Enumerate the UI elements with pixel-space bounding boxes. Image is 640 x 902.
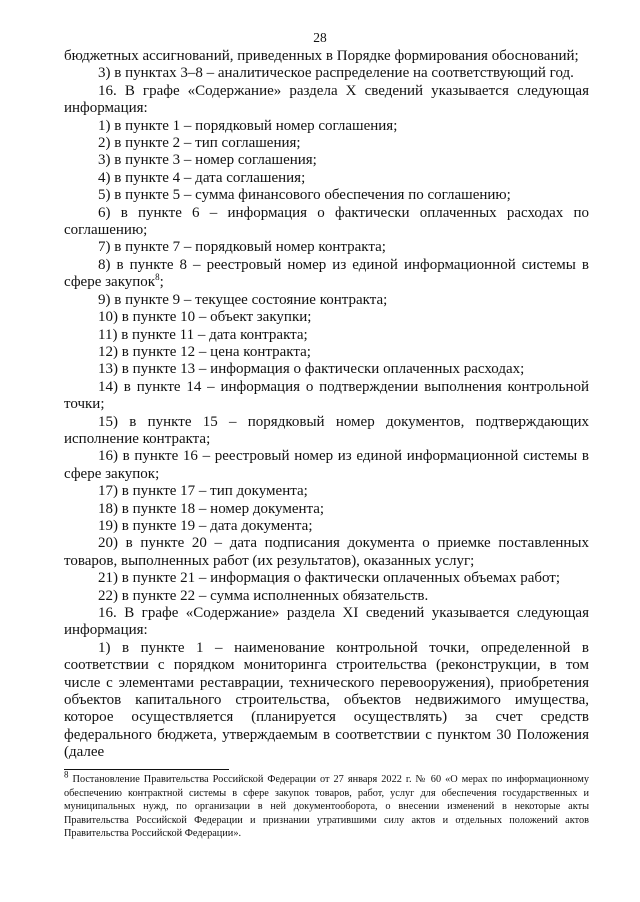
paragraph-text: 12) в пункте 12 – цена контракта; <box>98 343 311 360</box>
body-text <box>64 48 589 762</box>
paragraph <box>64 483 589 500</box>
paragraph <box>64 239 589 256</box>
paragraph-text: 3) в пунктах 3–8 – аналитическое распределение на соответствующий год. <box>98 65 574 82</box>
paragraph-text: 10) в пункте 10 – объект закупки; <box>98 309 312 326</box>
paragraph-text: 4) в пункте 4 – дата соглашения; <box>98 169 306 186</box>
paragraph-text: 2) в пункте 2 – тип соглашения; <box>98 135 301 152</box>
page-number: 28 <box>313 30 327 45</box>
paragraph-text: 22) в пункте 22 – сумма исполненных обязательств. <box>98 587 429 604</box>
paragraph-text: 9) в пункте 9 – текущее состояние контракта; <box>98 291 388 308</box>
paragraph <box>64 48 589 65</box>
paragraph <box>64 309 589 326</box>
paragraph <box>64 518 589 535</box>
paragraph <box>64 257 589 292</box>
paragraph-text: 19) в пункте 19 – дата документа; <box>98 517 313 534</box>
paragraph <box>64 65 589 82</box>
paragraph <box>64 187 589 204</box>
paragraph-text: 13) в пункте 13 – информация о фактически оплаченных расходах; <box>98 361 525 378</box>
paragraph <box>64 118 589 135</box>
paragraph <box>64 379 589 414</box>
paragraph <box>64 327 589 344</box>
footnote-separator <box>64 769 229 770</box>
paragraph-text: 18) в пункте 18 – номер документа; <box>98 500 325 517</box>
paragraph <box>64 361 589 378</box>
paragraph <box>64 414 589 449</box>
paragraph-text: 17) в пункте 17 – тип документа; <box>98 483 308 500</box>
paragraph <box>64 605 589 640</box>
paragraph-text: 7) в пункте 7 – порядковый номер контракта; <box>98 239 386 256</box>
paragraph-tail: ; <box>159 274 164 291</box>
paragraph-text: 20) в пункте 20 – дата подписания документа о приемке поставленных товаров, выполненных работ (их результатов), оказанных услуг; <box>64 535 589 569</box>
paragraph <box>64 344 589 361</box>
footnote-marker: 8 <box>64 769 69 780</box>
paragraph-text: 16. В графе «Содержание» раздела XI сведений указывается следующая информация: <box>64 605 589 639</box>
paragraph-text: 14) в пункте 14 – информация о подтверждении выполнения контрольной точки; <box>64 378 589 413</box>
paragraph <box>64 535 589 570</box>
paragraph-text: 15) в пункте 15 – порядковый номер документов, подтверждающих исполнение контракта; <box>64 413 589 447</box>
paragraph-text: 11) в пункте 11 – дата контракта; <box>98 326 308 343</box>
paragraph-text: 21) в пункте 21 – информация о фактически оплаченных объемах работ; <box>98 570 561 587</box>
paragraph-text: 16) в пункте 16 – реестровый номер из единой информационной системы в сфере закупок; <box>64 448 589 482</box>
paragraph-text: 6) в пункте 6 – информация о фактически оплаченных расходах по соглашению; <box>64 204 589 239</box>
paragraph-text: бюджетных ассигнований, приведенных в Порядке формирования обоснований; <box>64 48 579 64</box>
paragraph <box>64 170 589 187</box>
footnote-reference: 8 <box>155 272 160 283</box>
paragraph <box>64 152 589 169</box>
paragraph <box>64 83 589 118</box>
paragraph <box>64 205 589 240</box>
paragraph-text: 3) в пункте 3 – номер соглашения; <box>98 152 317 169</box>
paragraph <box>64 448 589 483</box>
paragraph <box>64 292 589 309</box>
paragraph <box>64 570 589 587</box>
paragraph-text: 1) в пункте 1 – наименование контрольной точки, определенной в соответствии с порядком мониторинга строительства (реконструкции, в том числе с элементами реставрации, технического перевооружения), приобретения объектов капитального строительства, объектов недвижимого имущества, которое осуществляется (планируется осуществлять) за счет средств федерального бюджета, утверждаемым в соответствии с пунктом 30 Положения (далее <box>64 639 589 761</box>
paragraph <box>64 501 589 518</box>
footnote-body: Постановление Правительства Российской Федерации от 27 января 2022 г. № 60 «О мерах по информационному обеспечению контрактной системы в сфере закупок товаров, работ, услуг для обеспечения государственных и муниципальных нужд, по организации в ней документооборота, о внесении изменений в некоторые акты Правительства Российской Федерации и признании утратившими силу актов и отдельных положений актов Правительства Российской Федерации». <box>64 774 589 840</box>
paragraph-text: 5) в пункте 5 – сумма финансового обеспечения по соглашению; <box>98 187 511 204</box>
paragraph-text: 8) в пункте 8 – реестровый номер из единой информационной системы в сфере закупок <box>64 256 589 291</box>
paragraph <box>64 640 589 762</box>
footnote-text <box>64 769 589 841</box>
paragraph-text: 16. В графе «Содержание» раздела X сведений указывается следующая информация: <box>64 82 589 117</box>
footnote <box>64 769 589 841</box>
paragraph <box>64 588 589 605</box>
paragraph <box>64 135 589 152</box>
paragraph-text: 1) в пункте 1 – порядковый номер соглашения; <box>98 117 398 134</box>
